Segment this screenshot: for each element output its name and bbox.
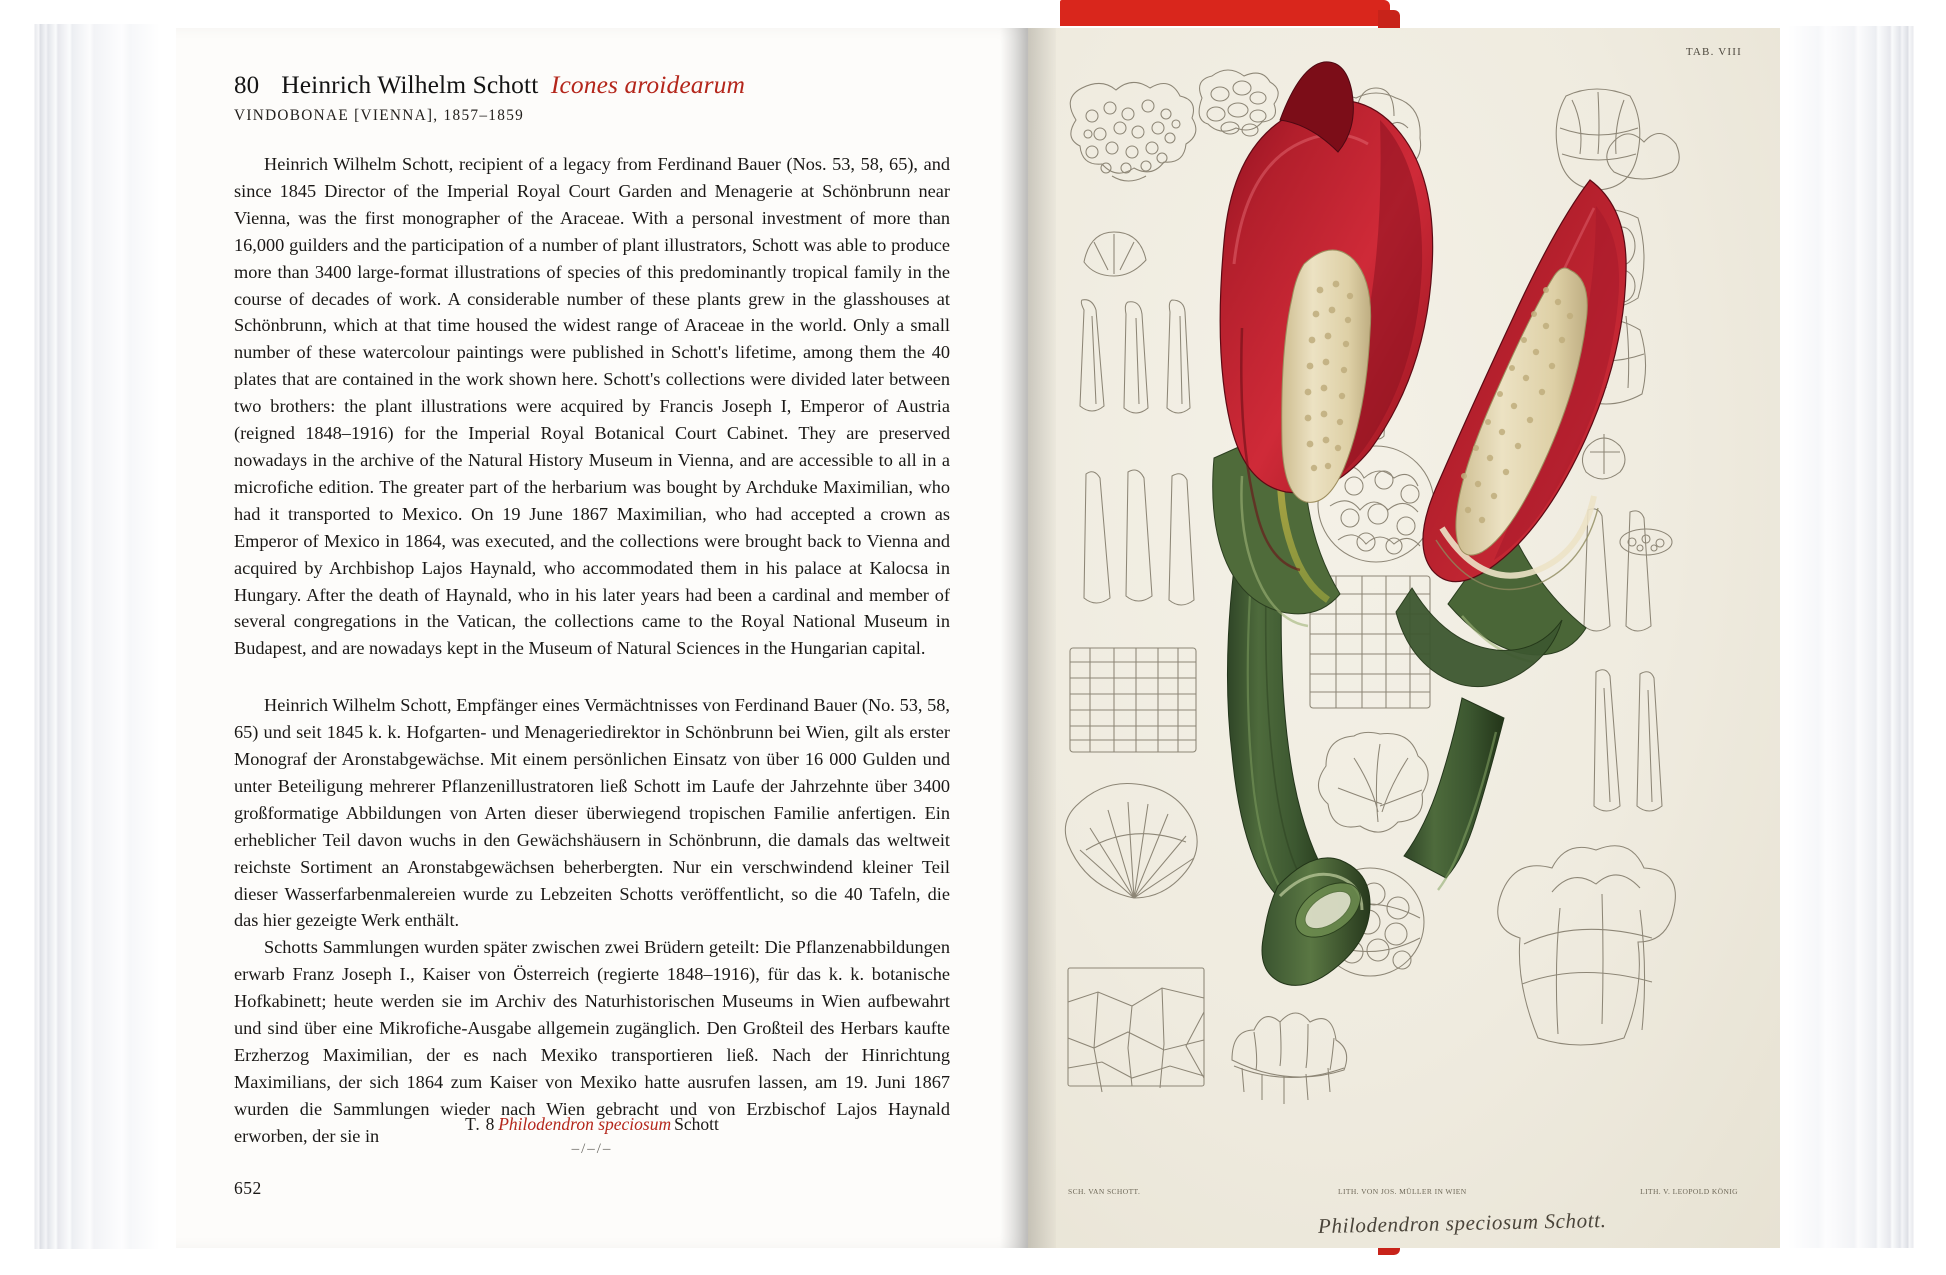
page-folio-number: 652 [234, 1178, 262, 1198]
plate-tab-label: TAB. VIII [1685, 46, 1742, 58]
botanical-plate [1028, 28, 1780, 1248]
entry-author: Heinrich Wilhelm Schott [281, 70, 539, 99]
entry-imprint: VINDOBONAE [VIENNA], 1857–1859 [234, 107, 525, 124]
plate-caption [234, 1114, 950, 1158]
caption-plate-number: T. 8 [465, 1114, 496, 1134]
right-page [1028, 28, 1780, 1248]
plate-signature-right: LITH. V. LEOPOLD KÖNIG [1640, 1187, 1738, 1196]
left-page [176, 28, 1028, 1248]
main-flower-left [1213, 62, 1433, 986]
entry-number: 80 [234, 72, 260, 99]
entry-work-title: Icones aroidearum [550, 70, 745, 99]
left-page-text-column [234, 70, 950, 1150]
paragraph-english: Heinrich Wilhelm Schott, recipient of a legacy from Ferdinand Bauer (Nos. 53, 58, 65), and since 1845 Director of the Imperial Royal Court Garden and Menagerie at Schönbrunn near Vienna, was the first monographer of the Araceae. With a personal investment of more than 16,000 guilders and the participation of a number of plant illustrators, Schott was able to produce more than 3400 large-format illustrations of species of this predominantly tropical family in the course of decades of work. A considerable number of these plants grew in the glasshouses at Schönbrunn, which at that time housed the widest range of Araceae in the world. Only a small number of these watercolour paintings were published in Schott's lifetime, among them the 40 plates that are contained in the work shown here. Schott's collections were divided later between two brothers: the plant illustrations were acquired by Francis Joseph I, Emperor of Austria (reigned 1848–1916) for the Imperial Royal Botanical Court Cabinet. They are preserved nowadays in the archive of the Natural History Museum in Vienna, and are accessible to all in a microfiche edition. The greater part of the herbarium was bought by Archduke Maximilian, who had it transported to Mexico. On 19 June 1867 Maximilian, who had accepted a crown as Emperor of Mexico in 1864, was executed, and the collections were brought back to Vienna and acquired by Archbishop Lajos Haynald, who accommodated them in his palace at Kalocsa in Hungary. After the death of Haynald, who in his later years had been a cardinal and member of several congregations in the Vatican, the collections came to the Royal National Museum in Budapest, and are nowadays kept in the Museum of Natural Sciences in the Hungarian capital. [234, 154, 950, 659]
plate-species-caption: Philodendron speciosum Schott. [1317, 1207, 1607, 1239]
caption-authority: Schott [674, 1114, 719, 1134]
plate-artwork [1028, 28, 1780, 1248]
caption-species-name: Philodendron speciosum [498, 1114, 672, 1134]
plate-signature-middle: LITH. VON JOS. MÜLLER IN WIEN [1338, 1187, 1467, 1196]
right-page-block-edge [1766, 26, 1918, 1248]
book-cover-top-edge [1060, 0, 1390, 26]
plate-signature-left: SCH. VAN SCHOTT. [1068, 1187, 1141, 1196]
page-title [234, 70, 950, 100]
caption-rule: –/–/– [571, 1141, 613, 1157]
paragraph-german-2: Schotts Sammlungen wurden später zwischen zwei Brüdern geteilt: Die Pflanzenabbildungen erwarb Franz Joseph I., Kaiser von Österreich (regierte 1848–1916), für das k. k. botanische Hofkabinett; heute werden sie im Archiv des Naturhistorischen Museums in Wien aufbewahrt und sind über eine Mikrofiche‑Ausgabe allgemein zugänglich. Den Großteil des Herbars kaufte Erzherzog Maximilian, der es nach Mexiko transportieren ließ. Nach der Hinrichtung Maximilians, der sich 1864 zum Kaiser von Mexiko hatte ausrufen lassen, am 19. Juni 1867 wurden die Sammlungen wieder nach Wien gebracht und von Erzbischof Lajos Haynald erworben, der sie in [234, 937, 950, 1146]
left-page-block-edge [30, 24, 182, 1249]
paragraph-german-1: Heinrich Wilhelm Schott, Empfänger eines Vermächtnisses von Ferdinand Bauer (No. 53, 58, 65) und seit 1845 k. k. Hofgarten‑ und Menageriedirektor in Schönbrunn bei Wien, gilt als erster Monograf der Aronstabgewächse. Mit einem persönlichen Einsatz von über 16 000 Gulden und unter Beteiligung mehrerer Pflanzenillustratoren ließ Schott im Laufe der Jahrzehnte über 3400 großformatige Abbildungen von Arten dieser überwiegend tropischen Familie anfertigen. Ein erheblicher Teil davon wuchs in den Gewächshäusern in Schönbrunn, die damals das weltweit reichste Sortiment an Aronstabgewächsen beherbergten. Nur ein verschwindend kleiner Teil dieser Wasserfarbenmalereien wurde zu Lebzeiten Schotts veröffentlicht, so die 40 Tafeln, die das hier gezeigte Werk enthält. [234, 695, 950, 931]
